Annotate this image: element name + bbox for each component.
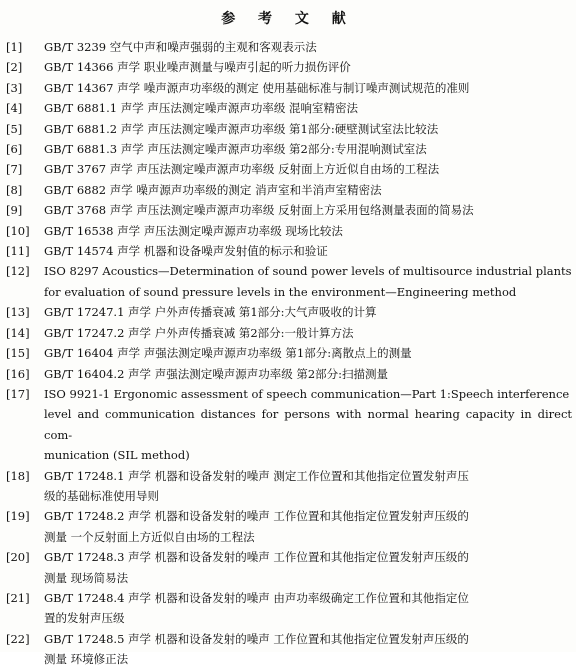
reference-item (6, 547, 572, 588)
reference-line: GB/T 17248.3 声学 机器和设备发射的噪声 工作位置和其他指定位置发射声压级的 (44, 550, 469, 565)
reference-number: [6] (6, 142, 23, 157)
reference-text (44, 241, 572, 261)
reference-text (44, 119, 572, 139)
reference-number: [7] (6, 162, 23, 177)
reference-item (6, 343, 572, 363)
reference-item (6, 302, 572, 322)
reference-item (6, 119, 572, 139)
reference-line: GB/T 16404 声学 声强法测定噪声源声功率级 第1部分:离散点上的测量 (44, 346, 412, 361)
reference-line: GB/T 17248.5 声学 机器和设备发射的噪声 工作位置和其他指定位置发射声压级的 (44, 631, 469, 646)
reference-number: [9] (6, 203, 23, 218)
reference-item (6, 506, 572, 547)
reference-line: GB/T 6881.2 声学 声压法测定噪声源声功率级 第1部分:硬壁测试室法比较法 (44, 121, 439, 136)
reference-text (44, 221, 572, 241)
reference-line: GB/T 3239 空气中声和噪声强弱的主观和客观表示法 (44, 40, 317, 54)
reference-list (6, 37, 572, 670)
reference-item (6, 37, 572, 57)
reference-number: [18] (6, 468, 30, 483)
reference-item (6, 629, 572, 670)
reference-item (6, 139, 572, 159)
reference-number: [14] (6, 325, 30, 340)
reference-line: level and communication distances for persons with normal hearing capacity in direct com- (44, 407, 572, 442)
reference-text (44, 323, 572, 343)
reference-text (44, 98, 572, 118)
reference-line: GB/T 6882 声学 噪声源声功率级的测定 消声室和半消声室精密法 (44, 182, 382, 197)
reference-line: GB/T 14574 声学 机器和设备噪声发射值的标示和验证 (44, 244, 328, 259)
reference-number: [20] (6, 550, 30, 565)
reference-line: 置的发射声压级 (44, 611, 125, 626)
reference-line: GB/T 17248.1 声学 机器和设备发射的噪声 测定工作位置和其他指定位置发射声压 (44, 468, 469, 483)
reference-text (44, 343, 572, 363)
reference-item (6, 78, 572, 98)
reference-item (6, 200, 572, 220)
reference-number: [4] (6, 101, 23, 116)
reference-line: GB/T 3767 声学 声压法测定噪声源声功率级 反射面上方近似自由场的工程法 (44, 162, 440, 177)
page-title: 参 考 文 献 (221, 11, 355, 27)
reference-number: [5] (6, 121, 23, 136)
reference-item (6, 323, 572, 343)
reference-line: ISO 8297 Acoustics—Determination of sound power levels of multisource industrial plants (44, 264, 572, 279)
reference-number: [16] (6, 366, 30, 381)
reference-line: GB/T 17248.2 声学 机器和设备发射的噪声 工作位置和其他指定位置发射声压级的 (44, 509, 469, 524)
reference-line: 测量 环境修正法 (44, 652, 129, 667)
reference-number: [19] (6, 509, 30, 524)
reference-item (6, 180, 572, 200)
reference-item (6, 57, 572, 77)
reference-line: GB/T 6881.3 声学 声压法测定噪声源声功率级 第2部分:专用混响测试室法 (44, 142, 427, 157)
reference-item (6, 261, 572, 302)
reference-number: [2] (6, 60, 23, 75)
reference-text (44, 384, 572, 466)
reference-item (6, 98, 572, 118)
reference-line: 测量 现场简易法 (44, 570, 129, 585)
reference-text (44, 302, 572, 322)
reference-line: GB/T 16404.2 声学 声强法测定噪声源声功率级 第2部分:扫描测量 (44, 366, 389, 381)
reference-line: munication (SIL method) (44, 448, 190, 463)
reference-line: for evaluation of sound pressure levels in the environment—Engineering method (44, 284, 517, 299)
reference-line: 级的基础标准使用导则 (44, 488, 159, 503)
reference-number: [13] (6, 305, 30, 320)
reference-number: [15] (6, 346, 30, 361)
reference-line: GB/T 14367 声学 噪声源声功率级的测定 使用基础标准与制订噪声测试规范的准则 (44, 80, 470, 95)
reference-number: [17] (6, 386, 30, 401)
reference-number: [21] (6, 590, 30, 605)
reference-number: [22] (6, 631, 30, 646)
reference-item (6, 221, 572, 241)
reference-line: GB/T 3768 声学 声压法测定噪声源声功率级 反射面上方采用包络测量表面的简易法 (44, 203, 474, 218)
reference-text (44, 180, 572, 200)
reference-text (44, 629, 572, 670)
reference-number: [10] (6, 223, 30, 238)
reference-text (44, 588, 572, 629)
reference-text (44, 78, 572, 98)
reference-text (44, 159, 572, 179)
reference-number: [3] (6, 80, 23, 95)
reference-text (44, 261, 572, 302)
reference-text (44, 466, 572, 507)
reference-line: ISO 9921-1 Ergonomic assessment of speech communication—Part 1:Speech interference (44, 386, 570, 401)
reference-item (6, 364, 572, 384)
reference-item (6, 384, 572, 466)
reference-line: GB/T 17248.4 声学 机器和设备发射的噪声 由声功率级确定工作位置和其他指定位 (44, 590, 469, 605)
reference-number: [8] (6, 182, 23, 197)
reference-text (44, 506, 572, 547)
reference-line: GB/T 14366 声学 职业噪声测量与噪声引起的听力损伤评价 (44, 60, 351, 75)
reference-text (44, 37, 572, 57)
reference-item (6, 588, 572, 629)
reference-item (6, 159, 572, 179)
reference-line: GB/T 17247.1 声学 户外声传播衰减 第1部分:大气声吸收的计算 (44, 305, 377, 320)
reference-text (44, 139, 572, 159)
reference-number: [12] (6, 264, 30, 279)
reference-item (6, 241, 572, 261)
reference-line: GB/T 17247.2 声学 户外声传播衰减 第2部分:一般计算方法 (44, 325, 354, 340)
reference-text (44, 57, 572, 77)
reference-item (6, 466, 572, 507)
reference-text (44, 200, 572, 220)
reference-text (44, 364, 572, 384)
reference-line: 测量 一个反射面上方近似自由场的工程法 (44, 529, 255, 544)
reference-number: [1] (6, 40, 23, 54)
reference-number: [11] (6, 244, 30, 259)
reference-text (44, 547, 572, 588)
reference-line: GB/T 6881.1 声学 声压法测定噪声源声功率级 混响室精密法 (44, 101, 359, 116)
reference-line: GB/T 16538 声学 声压法测定噪声源声功率级 现场比较法 (44, 223, 343, 238)
